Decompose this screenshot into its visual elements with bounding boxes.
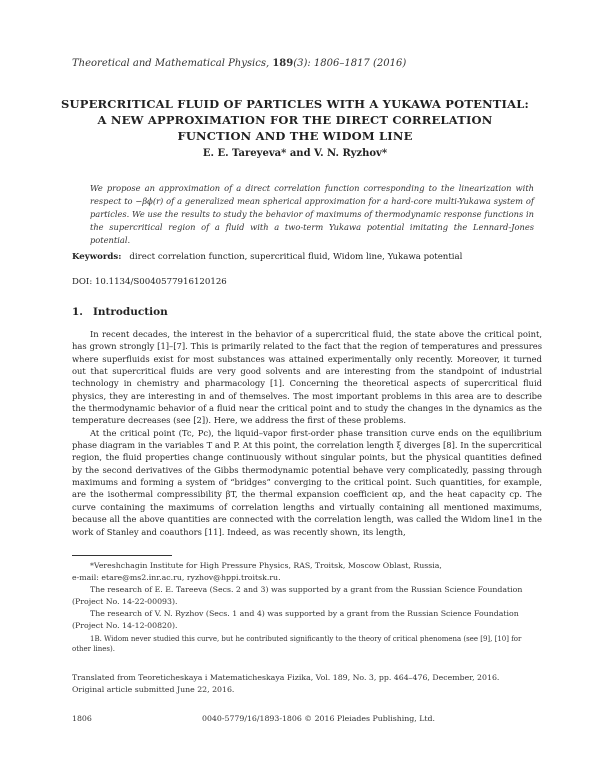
keywords-label: Keywords: — [72, 252, 122, 262]
copyright-line: 0040-5779/16/1893-1806 © 2016 Pleiades Publishing, Ltd. — [202, 714, 435, 723]
page-number: 1806 — [72, 714, 92, 723]
paragraph: At the critical point (Tc, Pc), the liquid–vapor first-order phase transition curve ends on the equilibrium phase diagram in the variables T and P. At this point, the correlation length ξ diverges [8]. In the supercritical region, the fluid properties change continuously without singular points, but the physical quantities defined by the second derivatives of the Gibbs thermodynamic potential behave very complicatedly, passing through maximums and forming a system of “bridges” converging to the critical point. Such quantities, for example, are the isothermal compressibility βT, the thermal expansion coefficient αp, and the heat capacity cp. The curve containing the maximums of correlation lengths and virtually containing all mentioned maximums, because all the above quantities are connected with the correlation length, was called the Widom line1 in the work of Stanley and coauthors [11]. Indeed, as was recently shown, its length, — [72, 427, 542, 537]
journal-header — [72, 58, 406, 69]
article-authors: E. E. Tareyeva* and V. N. Ryzhov* — [202, 148, 388, 159]
translation-note — [72, 672, 542, 696]
section-title: Introduction — [92, 306, 168, 318]
footnote-widom: 1B. Widom never studied this curve, but he contributed significantly to the theory of critical phenomena (see [9], [10] for other lines). — [72, 635, 522, 653]
paragraph: In recent decades, the interest in the behavior of a supercritical fluid, the state above the critical point, has grown strongly [1]–[7]. This is primarily related to the fact that the region of temperatures and pressures where superfluids exist for most substances was attained experimentally only recently. Moreover, it turned out that supercritical fluids are very good solvents and are interesting from the standpoint of industrial technology in chemistry and pharmacology [1]. Concerning the theoretical aspects of supercritical fluid physics, they are interesting in and of themselves. The most important problems in this area are to describe the thermodynamic behavior of a fluid near the critical point and to study the changes in the dynamics as the temperature decreases (see [2]). Here, we address the first of these problems. — [72, 329, 542, 426]
doi-line: DOI: 10.1134/S0040577916120126 — [72, 277, 227, 287]
body-text — [72, 328, 542, 538]
footnote-affiliation: *Vereshchagin Institute for High Pressure Physics, RAS, Troitsk, Moscow Oblast, Russia, — [90, 561, 442, 570]
translation-source: Translated from Teoreticheskaya i Matematicheskaya Fizika, Vol. 189, No. 3, pp. 464–476, December, 2016. — [72, 673, 500, 682]
footnote-support-2: The research of V. N. Ryzhov (Secs. 1 and 4) was supported by a grant from the Russian Science Foundation (Project No. 14-12-00820). — [72, 609, 519, 630]
footnote-emails: e-mail: etare@ms2.inr.ac.ru, ryzhov@hppi.troitsk.ru. — [72, 573, 281, 582]
section-heading — [72, 306, 168, 318]
keywords-text: direct correlation function, supercritical fluid, Widom line, Yukawa potential — [129, 252, 463, 262]
keywords-line — [72, 252, 542, 262]
article-title: SUPERCRITICAL FLUID OF PARTICLES WITH A YUKAWA POTENTIAL: A NEW APPROXIMATION FOR THE DIRECT CORRELATION FUNCTION AND THE WIDOM LINE — [61, 97, 529, 143]
journal-volume: 189 — [272, 58, 294, 69]
footnotes — [72, 560, 542, 654]
journal-name: Theoretical and Mathematical Physics, — [72, 58, 270, 69]
abstract: We propose an approximation of a direct correlation function corresponding to the linearization with respect to −βϕ(r) of a generalized mean spherical approximation for a hard-core multi-Yukawa system of particles. We use the results to study the behavior of maximums of thermodynamic response functions in the supercritical region of a fluid with a two-term Yukawa potential imitating the Lennard-Jones potential. — [90, 183, 534, 245]
footnote-rule — [72, 555, 172, 556]
submission-date: Original article submitted June 22, 2016. — [72, 685, 235, 694]
journal-issue-pages: (3): 1806–1817 (2016) — [293, 58, 407, 69]
footnote-support-1: The research of E. E. Tareeva (Secs. 2 and 3) was supported by a grant from the Russian Science Foundation (Project No. 14-22-00093). — [72, 585, 523, 606]
section-number: 1. — [72, 306, 83, 318]
